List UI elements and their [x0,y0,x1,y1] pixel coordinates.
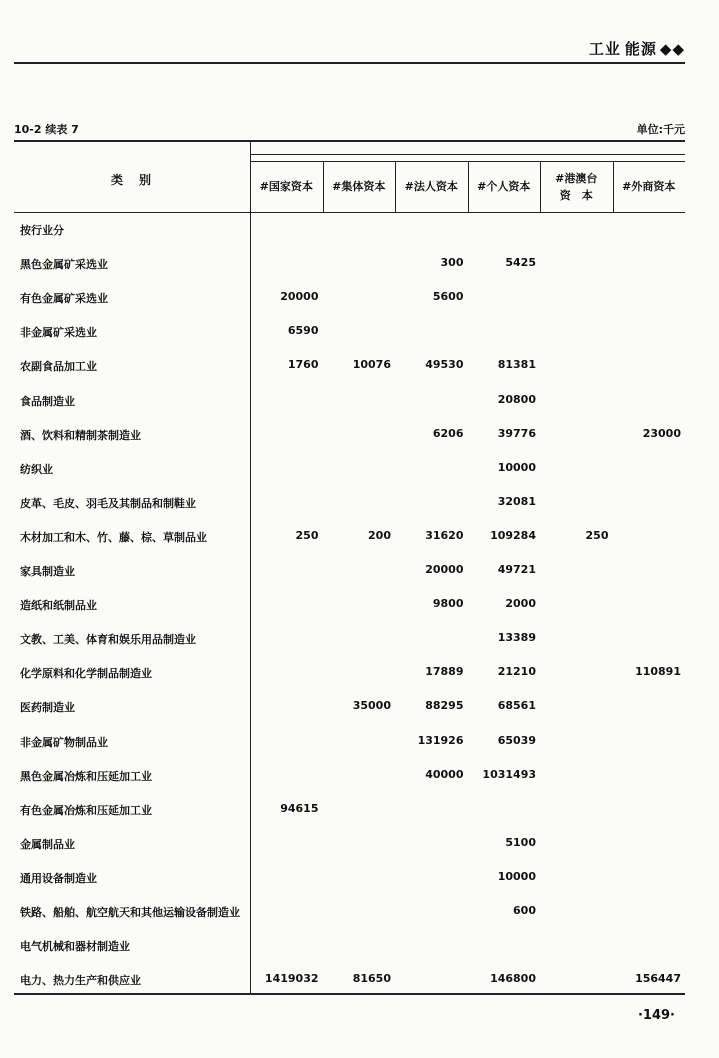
row-label: 铁路、船舶、航空航天和其他运输设备制造业 [20,906,240,919]
column-header: #法人资本 [404,180,458,193]
table-cell: 110891 [635,665,681,679]
table-cell: 81381 [497,358,536,372]
table-cell: 200 [368,528,391,542]
table-cell: 39776 [497,426,536,440]
row-label: 农副食品加工业 [20,360,97,374]
table-cell: 1760 [287,358,319,372]
table-cell: 88295 [425,699,464,713]
section-energy: 能源 [624,40,657,58]
row-label: 木材加工和木、竹、藤、棕、草制品业 [20,530,207,544]
table-cell: 13389 [497,631,536,645]
table-cell: 5425 [505,256,536,270]
row-label: 电气机械和器材制造业 [20,940,130,954]
row-label: 非金属矿物制品业 [20,735,108,749]
row-label: 通用设备制造业 [20,871,97,885]
column-header: #个人资本 [477,180,531,193]
table-cell: 65039 [497,733,536,747]
table-cell: 131926 [417,733,464,747]
table-cell: 146800 [490,972,536,986]
row-label: 有色金属矿采选业 [20,292,108,306]
table-cell: 9800 [432,597,464,611]
table-cell: 250 [585,528,609,542]
table-cell: 31620 [425,528,464,542]
row-label: 医药制造业 [20,701,75,715]
row-label: 皮革、毛皮、羽毛及其制品和制鞋业 [20,496,196,510]
row-label: 文教、工美、体育和娱乐用品制造业 [20,633,196,647]
page-header-title [589,38,685,59]
row-label: 化学原料和化学制品制造业 [20,667,152,681]
table-cell: 6590 [287,324,319,338]
table-cell: 40000 [425,767,464,781]
row-label: 造纸和纸制品业 [20,599,97,613]
column-header: #国家资本 [259,180,313,193]
data-table [14,140,685,995]
table-cell: 23000 [642,426,681,440]
table-cell: 20800 [497,392,536,406]
table-cell: 20000 [425,563,464,576]
stub-divider [250,142,251,993]
row-label: 家具制造业 [20,565,75,578]
row-label: 金属制品业 [20,837,75,851]
row-label: 按行业分 [20,224,64,237]
table-cell: 156447 [635,972,681,986]
page-number: ·149· [637,1008,675,1023]
diamond-icon: ◆◆ [659,40,685,58]
table-cell: 94615 [280,801,319,815]
table-cell: 32081 [497,494,536,508]
header-bottom-line [14,212,685,213]
category-header: 类 别 [110,173,153,187]
section-industry: 工业 [588,40,621,58]
unit-label: 单位:千元 [636,123,685,136]
table-id: 10-2 续表 7 [14,123,79,136]
row-label: 黑色金属冶炼和压延加工业 [20,769,152,783]
table-cell: 81650 [352,972,391,986]
table-cell: 6206 [432,426,464,440]
table-cell: 1419032 [264,972,319,986]
table-cell: 35000 [352,699,391,713]
table-cell: 20000 [280,290,319,304]
column-header: #港澳台 资 本 [555,171,598,202]
table-cell: 109284 [490,528,536,542]
row-label: 黑色金属矿采选业 [20,258,108,272]
table-cell: 250 [295,528,319,542]
row-label: 电力、热力生产和供应业 [20,974,141,988]
table-cell: 10000 [497,460,536,474]
table-cell: 300 [440,256,464,270]
table-cell: 1031493 [482,767,536,781]
column-header: #集体资本 [332,180,386,193]
header-top-line [250,154,685,155]
table-cell: 600 [513,904,536,917]
table-cell: 49721 [497,563,536,576]
table-cell: 68561 [497,699,536,713]
table-cell: 2000 [505,597,536,611]
row-label: 酒、饮料和精制茶制造业 [20,428,141,442]
table-cell: 49530 [425,358,464,372]
row-label: 非金属矿采选业 [20,326,97,340]
table-cell: 5600 [432,290,464,304]
table-cell: 21210 [497,665,536,679]
table-cell: 10000 [497,869,536,883]
header-rule [14,62,685,64]
row-label: 纺织业 [20,462,53,476]
row-label: 有色金属冶炼和压延加工业 [20,803,152,817]
row-label: 食品制造业 [20,394,75,408]
table-cell: 10076 [352,358,391,372]
column-header: #外商资本 [622,180,676,193]
table-cell: 17889 [425,665,464,679]
table-cell: 5100 [505,835,536,849]
